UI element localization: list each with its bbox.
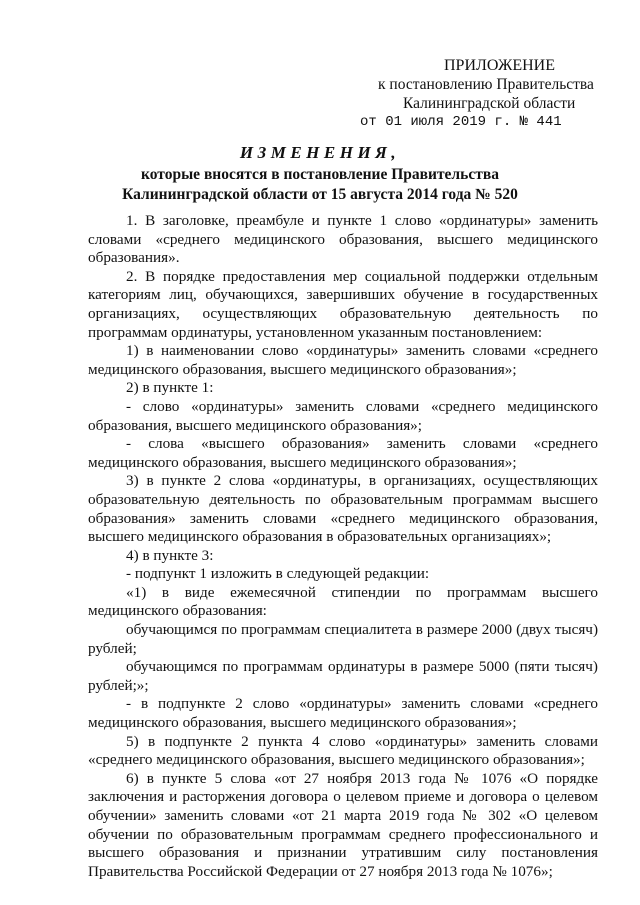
paragraph: 4) в пункте 3: — [126, 546, 214, 564]
paragraph: 2) в пункте 1: — [126, 379, 214, 397]
paragraph: - слово «ординатуры» заменить словами «среднего медицинского образования, высшего медицинского образования»; — [88, 397, 598, 434]
paragraph: 1. В заголовке, преамбуле и пункте 1 слово «ординатуры» заменить словами «среднего медицинского образования, высшего медицинского образования». — [88, 212, 598, 267]
paragraph: «1) в виде ежемесячной стипендии по программам высшего медицинского образования: — [88, 583, 598, 620]
paragraph: 5) в подпункте 2 пункта 4 слово «ординатуры» заменить словами «среднего медицинского образования, высшего медицинского образования»; — [88, 732, 598, 769]
appendix-line-2: к постановлению Правительства — [378, 76, 594, 93]
heading-line-3: Калининградской области от 15 августа 2014 года № 520 — [122, 186, 518, 203]
paragraph: - подпункт 1 изложить в следующей редакции: — [126, 565, 430, 583]
heading-title: ИЗМЕНЕНИЯ, — [239, 143, 401, 162]
document-heading — [60, 143, 580, 205]
document-body — [88, 212, 598, 881]
appendix-date-number: от 01 июля 2019 г. № 441 — [360, 114, 562, 130]
paragraph: 2. В порядке предоставления мер социальной поддержки отдельным категориям лиц, обучающихся, завершивших обучение в государственных организациях, осуществляющих образовательную деятельность по программам ординатуры, установленном указанным постановлением: — [88, 267, 598, 341]
appendix-title: ПРИЛОЖЕНИЕ — [444, 57, 556, 74]
appendix-header — [348, 56, 608, 132]
paragraph: - в подпункте 2 слово «ординатуры» заменить словами «среднего медицинского образования, высшего медицинского образования»; — [88, 695, 598, 732]
paragraph: обучающимся по программам ординатуры в размере 5000 (пяти тысяч) рублей;»; — [88, 658, 598, 694]
heading-line-2: которые вносятся в постановление Правительства — [141, 166, 499, 183]
paragraph: 1) в наименовании слово «ординатуры» заменить словами «среднего медицинского образования, высшего медицинского образования»; — [88, 342, 598, 378]
appendix-line-3: Калининградской области — [403, 95, 576, 112]
paragraph: 3) в пункте 2 слова «ординатуры, в организациях, осуществляющих образовательную деятельность по образовательным программам высшего образования» заменить словами «среднего медицинского образования, высшего медицинского образования в образовательных организациях»; — [88, 472, 598, 546]
paragraph: - слова «высшего образования» заменить словами «среднего медицинского образования, высшего медицинского образования»; — [88, 435, 598, 471]
paragraph: обучающимся по программам специалитета в размере 2000 (двух тысяч) рублей; — [88, 621, 598, 657]
paragraph: 6) в пункте 5 слова «от 27 ноября 2013 года № 1076 «О порядке заключения и расторжения договора о целевом приеме и договора о целевом обучении» заменить словами «от 21 марта 2019 года № 302 «О целевом обучении по образовательным программам среднего профессионального и высшего образования и признании утратившим силу постановления Правительства Российской Федерации от 27 ноября 2013 года № 1076»; — [88, 769, 598, 880]
